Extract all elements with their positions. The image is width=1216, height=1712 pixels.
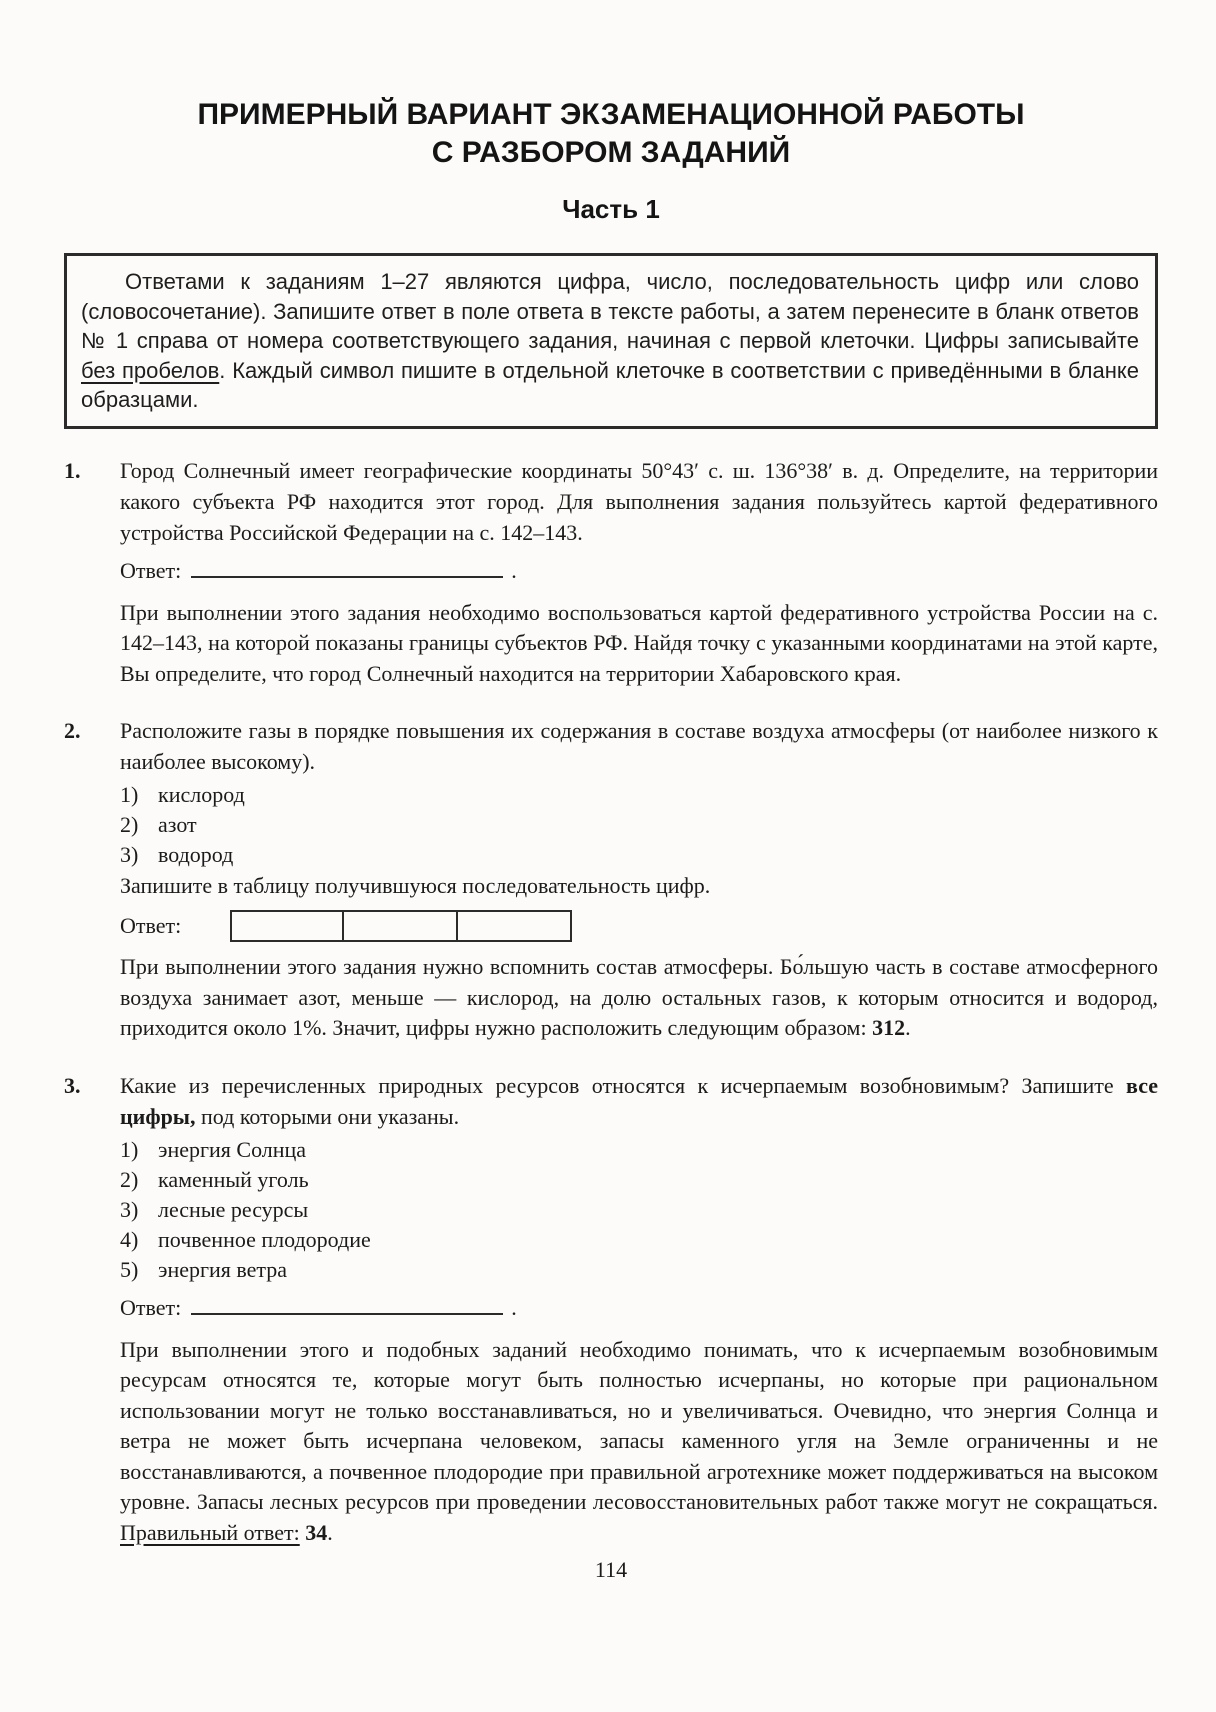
question-3 (64, 1070, 1158, 1549)
option-label: почвенное плодородие (158, 1226, 371, 1252)
question-3-text-end: под которыми они указаны. (195, 1103, 460, 1129)
page-title-line1: ПРИМЕРНЫЙ ВАРИАНТ ЭКЗАМЕНАЦИОННОЙ РАБОТЫ (197, 98, 1025, 131)
question-3-text-start: Какие из перечисленных природных ресурсов относятся к исчерпаемым возобновимым? Запишите (120, 1072, 1127, 1098)
option-label: энергия Солнца (158, 1136, 307, 1162)
question-3-explanation-end: . (327, 1519, 333, 1545)
page-title-line2: С РАЗБОРОМ ЗАДАНИЙ (431, 136, 791, 169)
question-2-answer-row (120, 910, 1158, 942)
option-item (120, 780, 1158, 810)
instruction-text-after: . Каждый символ пишите в отдельной клеточке в соответствии с приведёнными в бланке образцами. (81, 357, 1139, 412)
option-item (120, 1225, 1158, 1255)
question-1-answer-period: . (511, 557, 517, 583)
answer-table-cell (344, 910, 458, 942)
option-item (120, 1255, 1158, 1285)
question-3-text (120, 1070, 1158, 1132)
instruction-text-before: Ответами к заданиям 1–27 являются цифра, число, последовательность цифр или слово (словосочетание). Запишите ответ в поле ответа в тексте работы, а затем перенесите в бланк ответов № 1 справа от номера соответствующего задания, начиная с первой клеточки. Цифры записывайте (81, 269, 1139, 353)
question-3-explanation-text: При выполнении этого и подобных заданий необходимо понимать, что к исчерпаемым возобновимым ресурсам относятся те, которые могут быть полностью исчерпаны, но которые при рациональном использовании могут не только восстанавливаться, но и увеличиваться. Очевидно, что энергия Солнца и ветра не может быть исчерпана человеком, запасы каменного угля на Земле ограниченны и не восстанавливаются, а почвенное плодородие при правильной агротехнике может поддерживаться на высоком уровне. Запасы лесных ресурсов при проведении лесовосстановительных работ также могут не сокращаться. (120, 1336, 1158, 1514)
question-3-explanation-underlined: Правильный ответ: (120, 1519, 300, 1545)
question-1-number: 1. (64, 457, 81, 483)
option-label: энергия ветра (158, 1256, 288, 1282)
question-1-answer-blank (191, 557, 503, 578)
option-item (120, 1195, 1158, 1225)
question-2 (64, 715, 1158, 1044)
instruction-box (64, 253, 1158, 429)
answer-table (230, 910, 572, 942)
question-3-answer-line (120, 1291, 1158, 1325)
question-2-explanation-text: При выполнении этого задания нужно вспомнить состав атмосферы. Бо́льшую часть в составе атмосферного воздуха занимает азот, меньше — кислород, на долю остальных газов, к которым относится и водород, приходится около 1%. Значит, цифры нужно расположить следующим образом: (120, 954, 1158, 1040)
question-3-answer-blank (191, 1294, 503, 1315)
question-2-explanation-end: . (905, 1015, 911, 1040)
question-3-answer-label: Ответ: (120, 1294, 182, 1320)
option-marker: 2) (120, 1166, 139, 1192)
question-3-options (120, 1135, 1158, 1285)
part-heading: Часть 1 (562, 194, 660, 224)
question-3-explanation (120, 1335, 1158, 1549)
question-1-body (120, 455, 1158, 690)
option-marker: 1) (120, 1136, 139, 1162)
answer-table-cell (230, 910, 344, 942)
question-1-explanation: При выполнении этого задания необходимо воспользоваться картой федеративного устройства России на с. 142–143, на которой показаны границы субъектов РФ. Найдя точку с указанными координатами на этой карте, Вы определите, что город Солнечный находится на территории Хабаровского края. (120, 599, 1158, 686)
option-item (120, 1165, 1158, 1195)
question-2-options (120, 780, 1158, 870)
question-2-explanation (120, 952, 1158, 1044)
option-marker: 5) (120, 1256, 139, 1282)
question-3-explanation-answer: 34 (299, 1519, 328, 1545)
question-2-body (120, 715, 1158, 1044)
option-item (120, 1135, 1158, 1165)
question-1-answer-label: Ответ: (120, 557, 182, 583)
option-item (120, 810, 1158, 840)
option-label: лесные ресурсы (158, 1196, 309, 1222)
option-item (120, 840, 1158, 870)
instruction-text-underlined: без пробелов (81, 357, 220, 383)
answer-table-cell (458, 910, 572, 942)
option-marker: 2) (120, 812, 139, 837)
question-1-text: Город Солнечный имеет географические координаты 50°43′ с. ш. 136°38′ в. д. Определите, на территории какого субъекта РФ находится этот город. Для выполнения задания пользуйтесь картой федеративного устройства Российской Федерации на с. 142–143. (120, 457, 1158, 545)
question-2-number: 2. (64, 718, 81, 743)
page-number: 114 (594, 1557, 628, 1582)
question-1 (64, 455, 1158, 690)
question-1-answer-line (120, 554, 1158, 588)
option-label: азот (158, 812, 197, 837)
question-3-body (120, 1070, 1158, 1549)
question-3-text-bold: все цифры, (120, 1072, 1158, 1129)
option-marker: 1) (120, 782, 139, 807)
option-label: кислород (158, 782, 245, 807)
question-2-text: Расположите газы в порядке повышения их содержания в составе воздуха атмосферы (от наиболее низкого к наиболее высокому). (120, 718, 1158, 774)
option-marker: 3) (120, 1196, 139, 1222)
page-title (64, 96, 1158, 172)
question-3-number: 3. (64, 1072, 81, 1098)
option-marker: 3) (120, 842, 139, 867)
option-marker: 4) (120, 1226, 139, 1252)
instruction-text (81, 267, 1139, 415)
option-label: водород (158, 842, 234, 867)
option-label: каменный уголь (158, 1166, 309, 1192)
question-3-answer-period: . (511, 1294, 517, 1320)
question-2-explanation-answer: 312 (872, 1015, 906, 1040)
question-2-note: Запишите в таблицу получившуюся последовательность цифр. (120, 873, 711, 898)
question-2-answer-label: Ответ: (120, 913, 182, 938)
